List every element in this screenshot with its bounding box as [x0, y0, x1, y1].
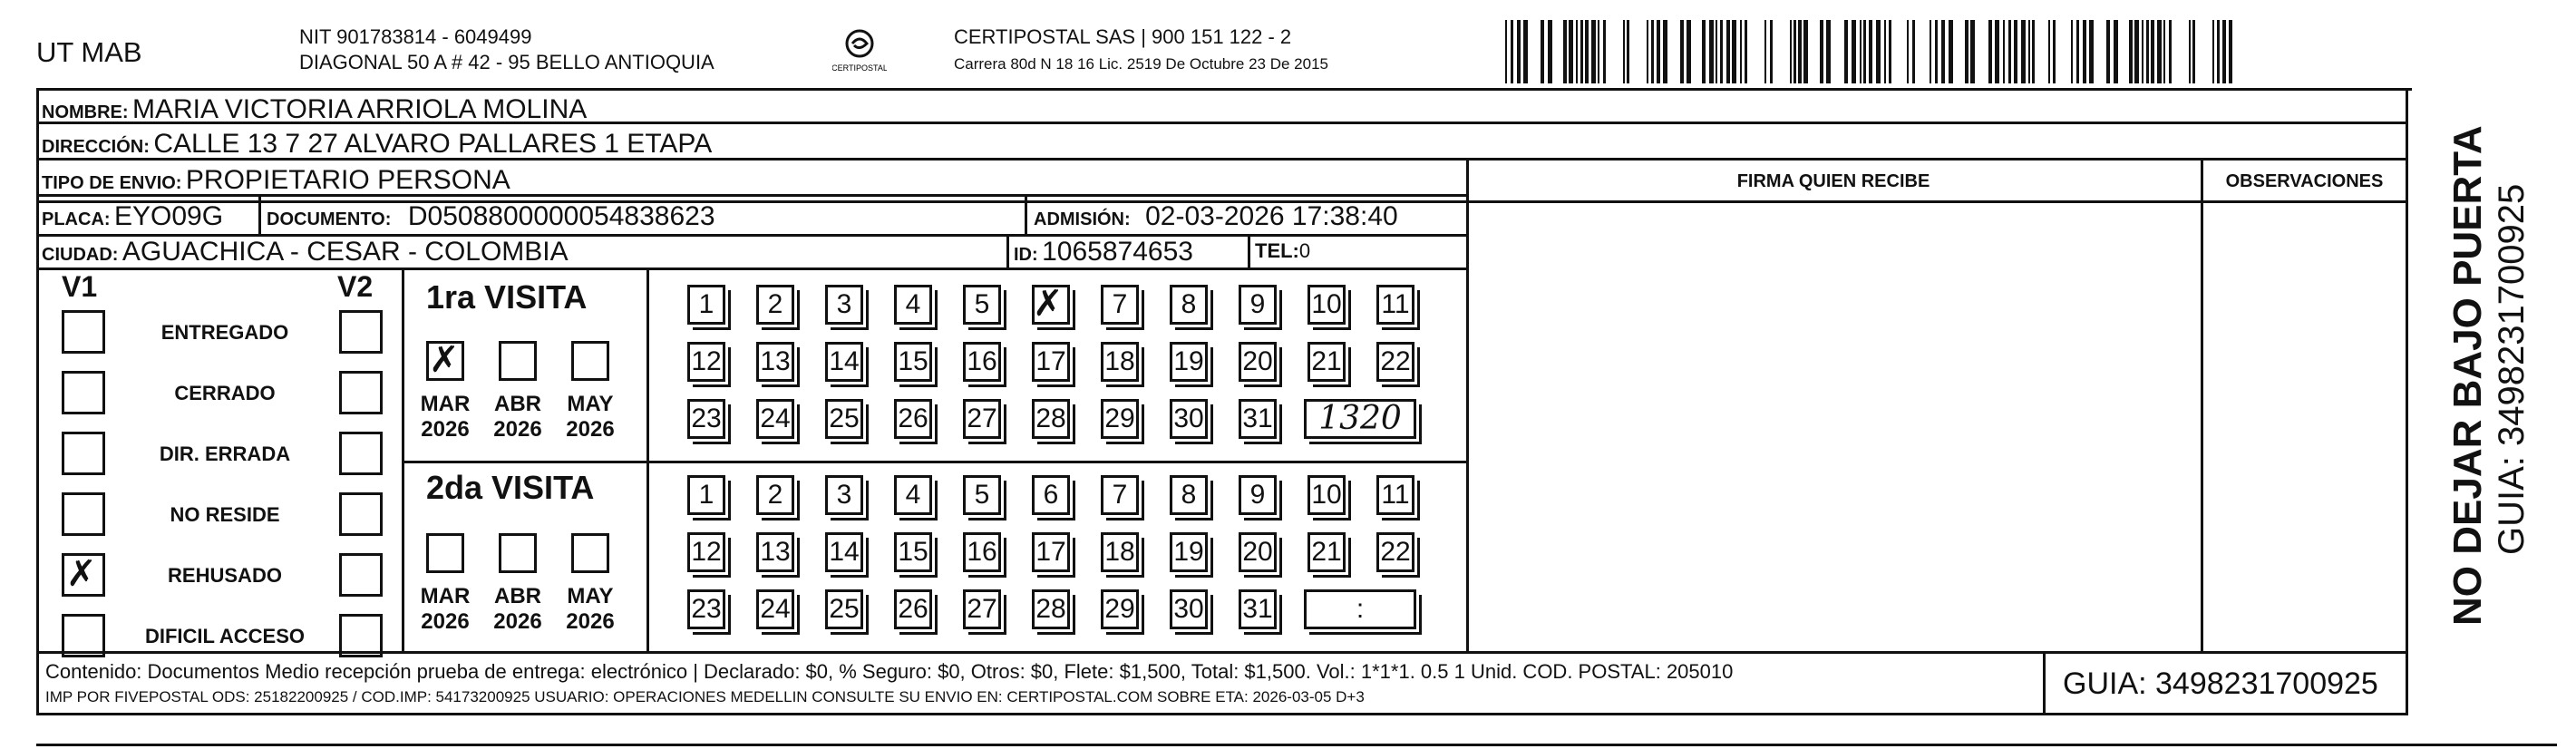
barcode-bar: [1623, 20, 1625, 83]
month-name: MAY: [567, 584, 614, 608]
v1-header: V1: [62, 270, 98, 303]
placa-label: PLACA:: [42, 209, 111, 229]
barcode-bar: [1709, 20, 1714, 83]
barcode-bar: [2146, 20, 2149, 83]
barcode-bar: [1687, 20, 1691, 83]
visit1-day-box[interactable]: 31: [1239, 399, 1277, 439]
row-line: [36, 651, 2408, 654]
barcode-bar: [1844, 20, 1848, 83]
tipo-label: TIPO DE ENVIO:: [42, 173, 182, 193]
frame-line: [36, 744, 2557, 746]
v2-checkbox[interactable]: [339, 310, 383, 354]
placa-value: EYO09G: [114, 201, 224, 231]
observaciones-header: OBSERVACIONES: [2225, 171, 2384, 191]
visit2-day-box[interactable]: 11: [1376, 475, 1414, 515]
month-name: ABR: [494, 584, 541, 608]
v1-checkbox[interactable]: [62, 553, 105, 597]
company-name: UT MAB: [36, 36, 142, 68]
barcode-bar: [2151, 20, 2154, 83]
barcode-bar: [2028, 20, 2030, 83]
visit2-day-box[interactable]: 3: [825, 475, 863, 515]
visit2-day-box[interactable]: 15: [894, 532, 932, 572]
month-year: 2026: [566, 416, 615, 442]
visit1-month-label: [486, 392, 549, 442]
visit1-day-box[interactable]: 1: [687, 285, 725, 325]
barcode-bar: [2106, 20, 2110, 83]
visit1-day-box[interactable]: 27: [963, 399, 1001, 439]
visit2-day-box[interactable]: 1: [687, 475, 725, 515]
barcode-bar: [1576, 20, 1578, 83]
visit2-day-box[interactable]: 21: [1307, 532, 1346, 572]
reason-label: ENTREGADO: [160, 321, 289, 344]
barcode-bar: [1716, 20, 1717, 83]
row-line: [36, 268, 1469, 270]
visit2-day-box[interactable]: 7: [1101, 475, 1139, 515]
visit2-day-box[interactable]: 30: [1170, 589, 1208, 629]
visit2-day-box[interactable]: 6: [1032, 475, 1070, 515]
visit2-day-box[interactable]: 20: [1239, 532, 1277, 572]
barcode-bar: [1569, 20, 1573, 83]
barcode-bar: [2114, 20, 2118, 83]
content-line: Contenido: Documentos Medio recepción prueba de entrega: electrónico | Declarado: $0, % Seguro: $0, Otros: $0, Flete: $1,500, Total: $1,500. Vol.: 1*1*1. 0.5 1 Unid. COD. POSTAL: 205010: [45, 660, 1734, 683]
barcode-bar: [2089, 20, 2094, 83]
barcode-bar: [2134, 20, 2139, 83]
admision-field: [1034, 203, 1398, 230]
section-divider: [402, 461, 1468, 463]
check-mark: ✗: [66, 553, 97, 595]
cell-divider: [1006, 234, 1009, 268]
id-value: 1065874653: [1042, 237, 1193, 267]
visit2-day-box[interactable]: 14: [825, 532, 863, 572]
barcode-bar: [1702, 20, 1706, 83]
barcode-bar: [1505, 20, 1507, 83]
barcode-bar: [1563, 20, 1567, 83]
barcode-bar: [1770, 20, 1773, 83]
visit1-day-box[interactable]: 17: [1032, 342, 1070, 382]
barcode-bar: [1965, 20, 1968, 83]
column-divider: [2201, 158, 2203, 653]
visit1-day-box[interactable]: 23: [687, 399, 725, 439]
visit2-day-box[interactable]: 25: [825, 589, 863, 629]
visit1-day-box[interactable]: 10: [1307, 285, 1346, 325]
documento-field: [267, 203, 715, 230]
visit1-day-box[interactable]: 22: [1376, 342, 1414, 382]
tipo-field: [42, 167, 510, 194]
visit2-day-box[interactable]: 9: [1239, 475, 1277, 515]
visit1-day-box[interactable]: 24: [756, 399, 794, 439]
visit2-day-box[interactable]: 31: [1239, 589, 1277, 629]
barcode-bar: [2053, 20, 2056, 83]
visit2-time-box[interactable]: [1304, 589, 1416, 629]
visit2-day-box[interactable]: 19: [1170, 532, 1208, 572]
reason-label: REHUSADO: [168, 564, 282, 587]
visit2-day-box[interactable]: 23: [687, 589, 725, 629]
barcode-bar: [2071, 20, 2073, 83]
visit1-day-box[interactable]: 16: [963, 342, 1001, 382]
guia-footer: GUIA: 3498231700925: [2063, 666, 2378, 701]
visit1-day-box[interactable]: 12: [687, 342, 725, 382]
barcode-bar: [1764, 20, 1766, 83]
month-year: 2026: [493, 416, 542, 442]
barcode-bar: [1745, 20, 1747, 83]
id-field: [1014, 238, 1193, 266]
carrier-name: CERTIPOSTAL SAS | 900 151 122 - 2: [954, 25, 1292, 48]
visit2-day-box[interactable]: 26: [894, 589, 932, 629]
barcode-bar: [1826, 20, 1831, 83]
visit1-time-box[interactable]: [1304, 399, 1416, 439]
month-year: 2026: [566, 608, 615, 634]
barcode-bar: [1548, 20, 1552, 83]
visit1-day-box[interactable]: 13: [756, 342, 794, 382]
visit1-day-box[interactable]: 26: [894, 399, 932, 439]
barcode-bar: [1541, 20, 1544, 83]
carrier-logo: [832, 24, 887, 78]
barcode-bar: [2048, 20, 2050, 83]
barcode-bar: [2189, 20, 2191, 83]
visit2-day-box[interactable]: 8: [1170, 475, 1208, 515]
column-divider: [1466, 158, 1469, 653]
reason-label: DIR. ERRADA: [159, 443, 291, 465]
visit1-day-box[interactable]: 21: [1307, 342, 1346, 382]
barcode-bar: [1580, 20, 1583, 83]
barcode-bar: [1517, 20, 1521, 83]
visit2-day-box[interactable]: 16: [963, 532, 1001, 572]
no-dejar-warning: NO DEJAR BAJO PUERTA: [2445, 125, 2490, 626]
visit2-day-box[interactable]: 13: [756, 532, 794, 572]
barcode-bar: [2076, 20, 2079, 83]
visit2-day-box[interactable]: 27: [963, 589, 1001, 629]
v1-checkbox[interactable]: [62, 492, 105, 536]
v2-checkbox[interactable]: [339, 371, 383, 414]
reason-label: DIFICIL ACCESO: [144, 625, 305, 647]
visit1-title: 1ra VISITA: [426, 278, 588, 316]
visit1-day-box[interactable]: 18: [1101, 342, 1139, 382]
month-year: 2026: [493, 608, 542, 634]
barcode-bar: [2169, 20, 2172, 83]
barcode-bar: [2003, 20, 2005, 83]
footer-divider: [2043, 651, 2046, 713]
check-mark: ✗: [1033, 283, 1064, 325]
visit2-month-label: [486, 584, 549, 634]
barcode-bar: [1720, 20, 1723, 83]
frame-line: [36, 88, 39, 715]
barcode-bar: [1657, 20, 1660, 83]
visit1-day-box[interactable]: 15: [894, 342, 932, 382]
visit2-day-box[interactable]: 2: [756, 475, 794, 515]
visit1-day-box[interactable]: 20: [1239, 342, 1277, 382]
barcode-bar: [2163, 20, 2165, 83]
visit2-day-box[interactable]: 4: [894, 475, 932, 515]
v2-header: V2: [337, 270, 374, 303]
section-divider: [402, 268, 404, 651]
admision-label: ADMISIÓN:: [1034, 209, 1131, 229]
visit1-day-box[interactable]: 5: [963, 285, 1001, 325]
visit2-month-checkbox[interactable]: [571, 533, 609, 573]
visit1-day-box[interactable]: 3: [825, 285, 863, 325]
visit2-day-box[interactable]: 22: [1376, 532, 1414, 572]
cell-divider: [258, 197, 261, 234]
barcode: [1505, 20, 2232, 83]
direccion-value: CALLE 13 7 27 ALVARO PALLARES 1 ETAPA: [153, 129, 713, 159]
firma-header: FIRMA QUIEN RECIBE: [1736, 171, 1930, 191]
barcode-bar: [2014, 20, 2017, 83]
check-mark: ✗: [429, 339, 460, 381]
direccion-label: DIRECCIÓN:: [42, 137, 150, 157]
barcode-bar: [1732, 20, 1736, 83]
tipo-value: PROPIETARIO PERSONA: [185, 165, 510, 195]
ciudad-value: AGUACHICA - CESAR - COLOMBIA: [122, 237, 569, 267]
barcode-bar: [2021, 20, 2026, 83]
barcode-bar: [1591, 20, 1596, 83]
documento-value: D0508800000054838623: [407, 201, 715, 231]
ciudad-label: CIUDAD:: [42, 245, 119, 265]
month-year: 2026: [421, 608, 470, 634]
barcode-bar: [1680, 20, 1684, 83]
visit1-time-value: 1320: [1318, 400, 1402, 437]
reason-label: CERRADO: [174, 382, 276, 404]
nombre-label: NOMBRE:: [42, 102, 129, 122]
barcode-bar: [2229, 20, 2232, 83]
reason-label: NO RESIDE: [170, 503, 280, 526]
carrier-address: Carrera 80d N 18 16 Lic. 2519 De Octubre 23 De 2015: [954, 55, 1328, 73]
visit1-day-box[interactable]: [1032, 285, 1070, 325]
v2-checkbox[interactable]: [339, 553, 383, 597]
ciudad-field: [42, 238, 569, 266]
visit1-day-box[interactable]: 29: [1101, 399, 1139, 439]
visit1-day-box[interactable]: 7: [1101, 285, 1139, 325]
placa-field: [42, 203, 223, 230]
visit1-day-box[interactable]: 25: [825, 399, 863, 439]
barcode-bar: [1876, 20, 1881, 83]
barcode-bar: [1585, 20, 1589, 83]
month-year: 2026: [421, 416, 470, 442]
barcode-bar: [1852, 20, 1856, 83]
visit1-month-checkbox[interactable]: [426, 341, 464, 381]
barcode-bar: [1523, 20, 1528, 83]
barcode-bar: [1949, 20, 1953, 83]
barcode-bar: [1803, 20, 1808, 83]
v2-checkbox[interactable]: [339, 432, 383, 475]
month-name: MAY: [567, 392, 614, 416]
visit2-month-checkbox[interactable]: [499, 533, 537, 573]
barcode-bar: [2157, 20, 2162, 83]
tel-label: TEL:: [1255, 239, 1299, 262]
barcode-bar: [2083, 20, 2086, 83]
barcode-bar: [1790, 20, 1792, 83]
visit1-day-box[interactable]: 11: [1376, 285, 1414, 325]
barcode-bar: [1651, 20, 1654, 83]
v1-checkbox[interactable]: [62, 310, 105, 354]
barcode-bar: [2192, 20, 2195, 83]
month-name: ABR: [494, 392, 541, 416]
frame-line: [36, 88, 2412, 91]
barcode-bar: [1798, 20, 1802, 83]
nombre-field: [42, 96, 587, 123]
month-name: MAR: [420, 392, 471, 416]
visit1-day-box[interactable]: 19: [1170, 342, 1208, 382]
visit1-month-label: [413, 392, 477, 442]
cell-divider: [1025, 197, 1027, 234]
barcode-bar: [1907, 20, 1909, 83]
barcode-bar: [2222, 20, 2226, 83]
visit2-month-checkbox[interactable]: [426, 533, 464, 573]
barcode-bar: [1627, 20, 1629, 83]
visit1-day-box[interactable]: 2: [756, 285, 794, 325]
barcode-bar: [1988, 20, 1992, 83]
barcode-bar: [1740, 20, 1742, 83]
imp-line: IMP POR FIVEPOSTAL ODS: 25182200925 / COD.IMP: 54173200925 USUARIO: OPERACIONES MEDELLIN CONSULTE SU ENVIO EN: CERTIPOSTAL.COM SOBRE ETA: 2026-03-05 D+3: [45, 688, 1365, 705]
v2-checkbox[interactable]: [339, 614, 383, 657]
v2-checkbox[interactable]: [339, 492, 383, 536]
barcode-bar: [1726, 20, 1730, 83]
section-divider: [646, 268, 649, 651]
v1-checkbox[interactable]: [62, 432, 105, 475]
barcode-bar: [1663, 20, 1667, 83]
guia-vertical: GUIA: 3498231700925: [2492, 183, 2532, 555]
barcode-bar: [2129, 20, 2133, 83]
barcode-bar: [1820, 20, 1823, 83]
visit1-day-box[interactable]: 14: [825, 342, 863, 382]
barcode-bar: [1935, 20, 1938, 83]
visit2-month-label: [413, 584, 477, 634]
visit1-day-box[interactable]: 28: [1032, 399, 1070, 439]
barcode-bar: [1889, 20, 1891, 83]
tel-value: 0: [1298, 239, 1311, 262]
barcode-bar: [2032, 20, 2035, 83]
barcode-bar: [1511, 20, 1513, 83]
frame-line: [36, 713, 2408, 715]
company-nit: NIT 901783814 - 6049499: [299, 25, 532, 48]
visit2-day-box[interactable]: 10: [1307, 475, 1346, 515]
visit2-day-box[interactable]: 17: [1032, 532, 1070, 572]
visit2-month-label: [559, 584, 622, 634]
visit2-day-box[interactable]: 12: [687, 532, 725, 572]
barcode-bar: [2008, 20, 2011, 83]
visit1-month-checkbox[interactable]: [499, 341, 537, 381]
visit1-day-box[interactable]: 8: [1170, 285, 1208, 325]
barcode-bar: [2142, 20, 2143, 83]
visit1-day-box[interactable]: 30: [1170, 399, 1208, 439]
company-address: DIAGONAL 50 A # 42 - 95 BELLO ANTIOQUIA: [299, 51, 714, 73]
nombre-value: MARIA VICTORIA ARRIOLA MOLINA: [132, 94, 588, 124]
logo-text: CERTIPOSTAL: [832, 63, 887, 73]
documento-label: DOCUMENTO:: [267, 209, 392, 229]
admision-value: 02-03-2026 17:38:40: [1145, 201, 1398, 231]
barcode-bar: [1912, 20, 1915, 83]
month-name: MAR: [420, 584, 471, 608]
barcode-bar: [1884, 20, 1886, 83]
barcode-bar: [1603, 20, 1606, 83]
visit2-day-box[interactable]: 18: [1101, 532, 1139, 572]
visit2-time-value: :: [1356, 594, 1365, 624]
visit1-month-checkbox[interactable]: [571, 341, 609, 381]
visit2-day-box[interactable]: 24: [756, 589, 794, 629]
barcode-bar: [1941, 20, 1945, 83]
visit1-month-label: [559, 392, 622, 442]
visit1-day-box[interactable]: 9: [1239, 285, 1277, 325]
tel-field: [1255, 241, 1310, 261]
visit2-day-box[interactable]: 28: [1032, 589, 1070, 629]
id-label: ID:: [1014, 245, 1038, 265]
visit1-day-box[interactable]: 4: [894, 285, 932, 325]
barcode-bar: [1598, 20, 1599, 83]
barcode-bar: [1647, 20, 1648, 83]
direccion-field: [42, 131, 712, 158]
barcode-bar: [1863, 20, 1866, 83]
visit2-day-box[interactable]: 29: [1101, 589, 1139, 629]
v1-checkbox[interactable]: [62, 371, 105, 414]
barcode-bar: [1860, 20, 1862, 83]
barcode-bar: [2217, 20, 2220, 83]
visit2-title: 2da VISITA: [426, 469, 595, 506]
barcode-bar: [1869, 20, 1872, 83]
barcode-bar: [1995, 20, 1999, 83]
barcode-bar: [1930, 20, 1931, 83]
frame-line: [2406, 88, 2408, 715]
barcode-bar: [1793, 20, 1796, 83]
visit2-day-box[interactable]: 5: [963, 475, 1001, 515]
cell-divider: [1248, 234, 1250, 268]
barcode-bar: [1970, 20, 1975, 83]
v1-checkbox[interactable]: [62, 614, 105, 657]
barcode-bar: [2212, 20, 2214, 83]
